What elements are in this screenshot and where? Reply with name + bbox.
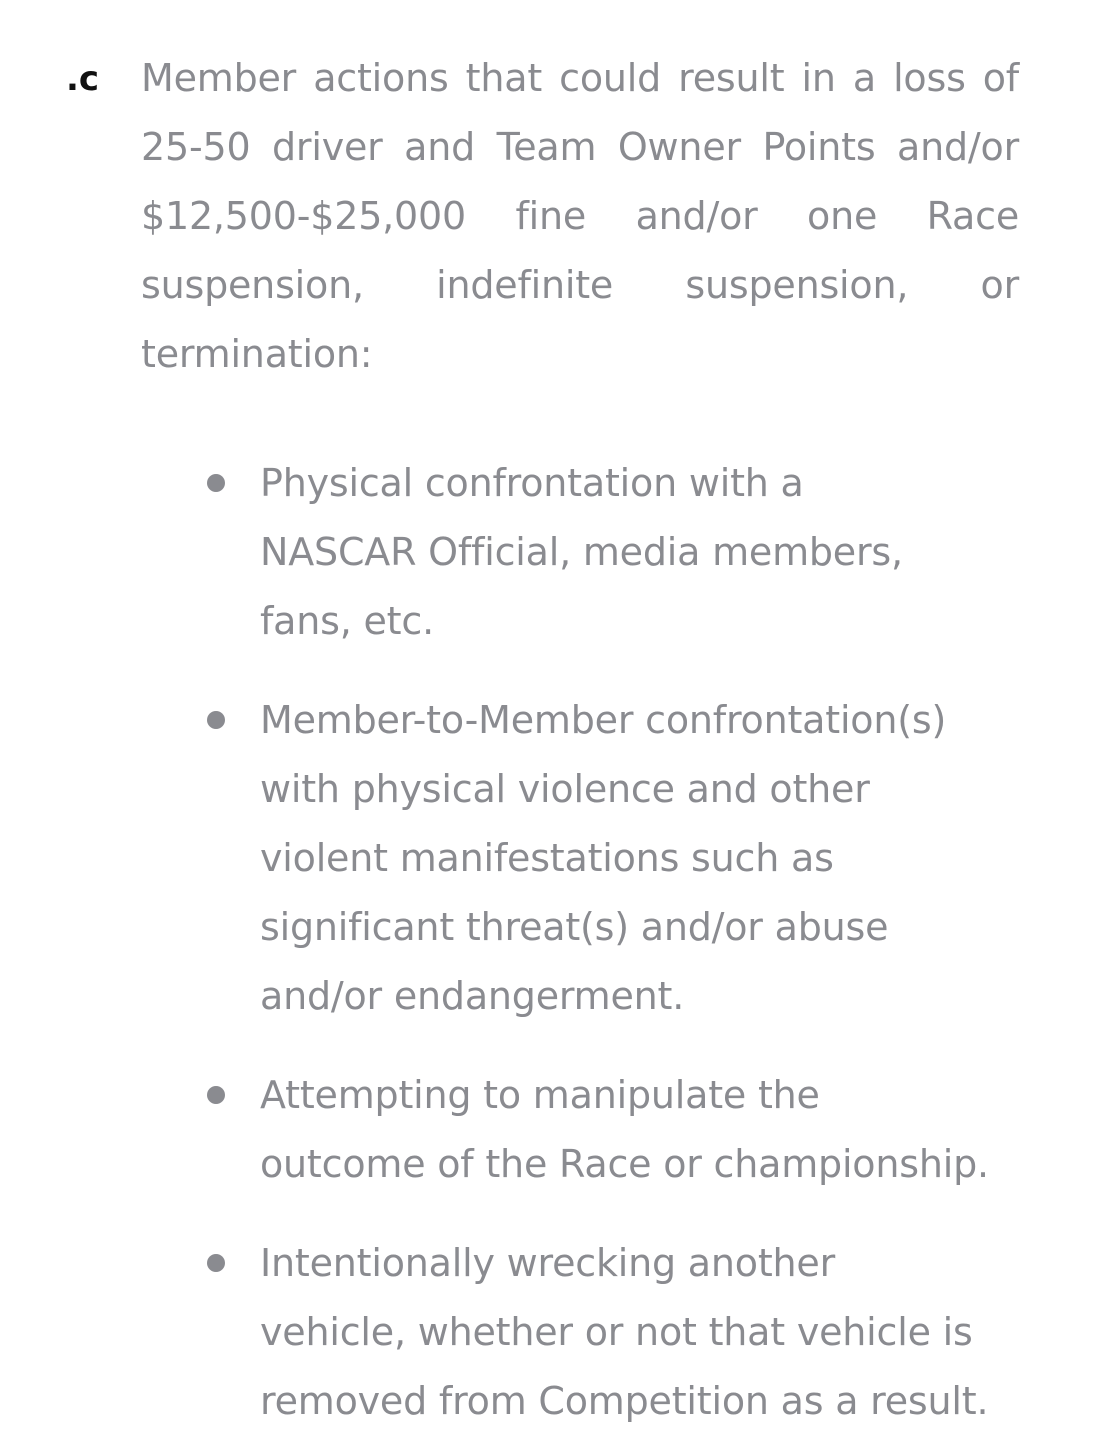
bullet-dot-icon [207, 1086, 225, 1104]
bullet-dot-icon [207, 1254, 225, 1272]
section-intro: Member actions that could result in a loss of 25-50 driver and Team Owner Points and/or $12,500-$25,000 fine and/or one Race suspension, indefinite suspension, or termination: [141, 56, 1019, 376]
bullet-dot-icon [207, 474, 225, 492]
list-item-text: Physical confrontation with a NASCAR Official, media members, fans, etc. [260, 461, 903, 643]
section-marker: .c [66, 59, 100, 99]
bullet-dot-icon [207, 711, 225, 729]
list-item-text: Attempting to manipulate the outcome of the Race or championship. [260, 1073, 989, 1186]
list-item-text: Intentionally wrecking another vehicle, whether or not that vehicle is removed from Competition as a result. [260, 1241, 989, 1423]
list-item-text: Member-to-Member confrontation(s) with physical violence and other violent manifestations such as significant threat(s) and/or abuse and/or endangerment. [260, 698, 947, 1018]
